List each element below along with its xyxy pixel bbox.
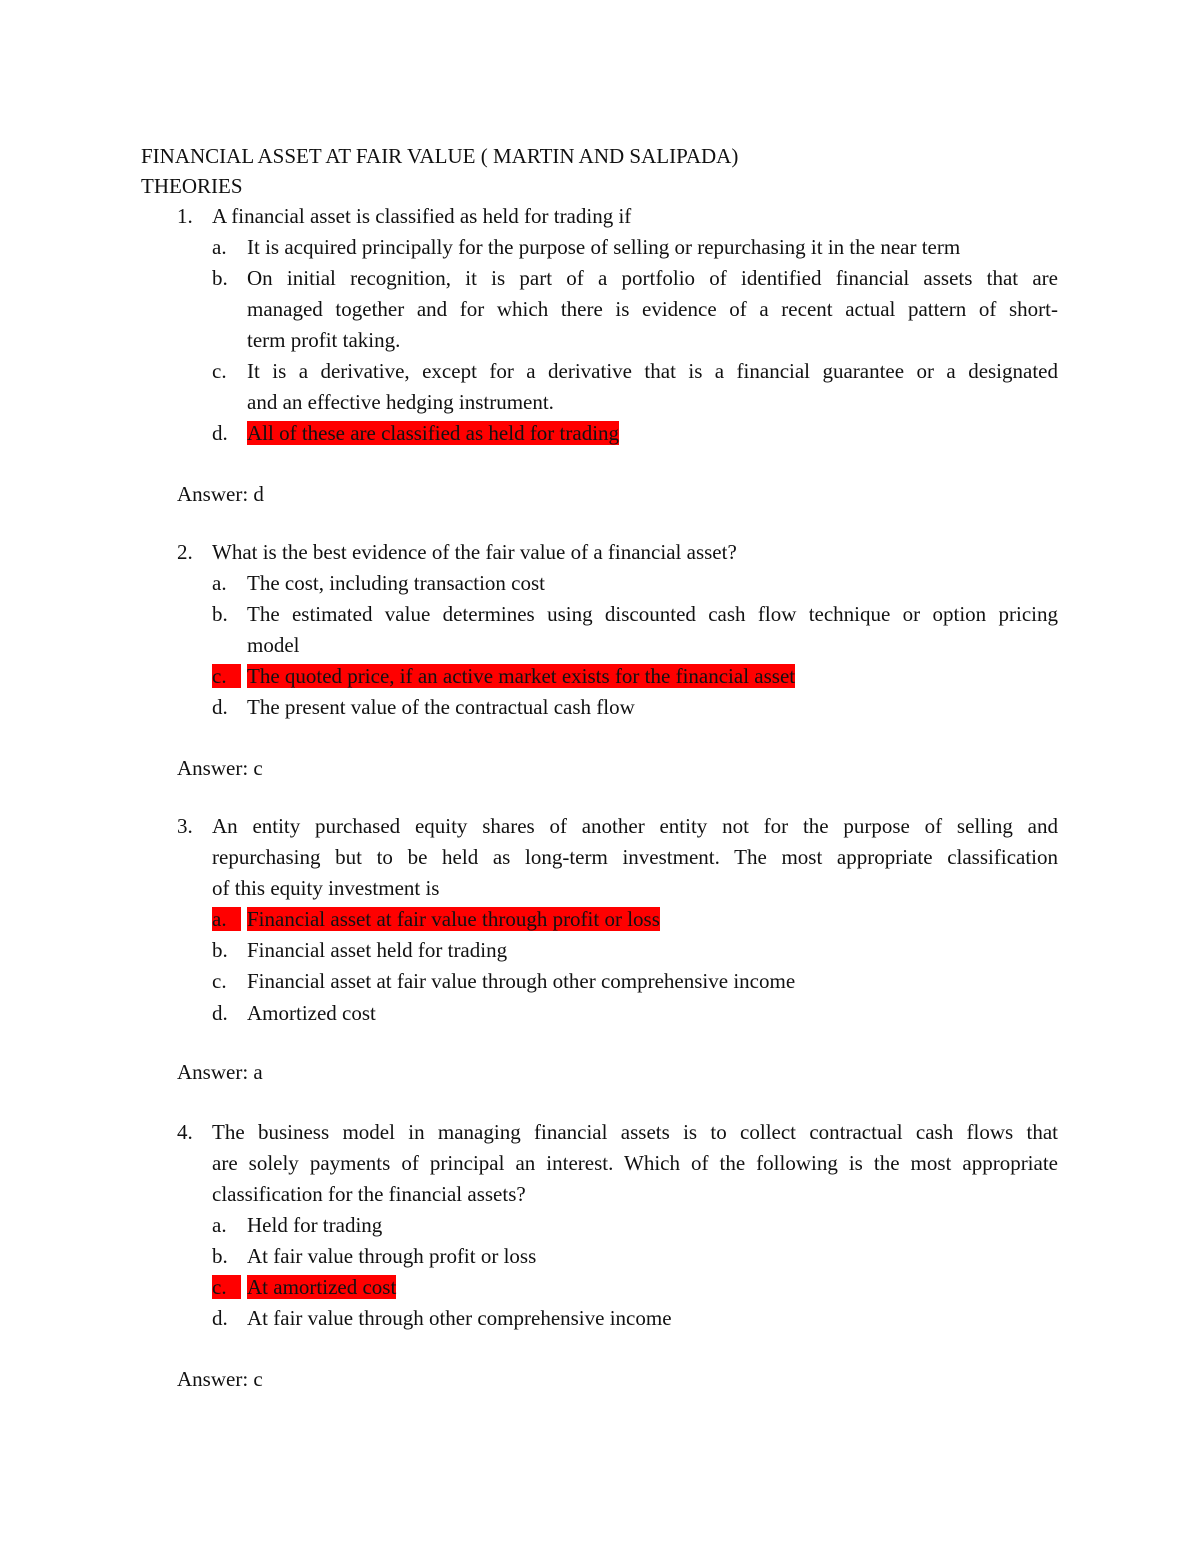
answer-highlight: Financial asset at fair value through profit or loss xyxy=(247,907,660,931)
option-letter: d. xyxy=(212,695,228,719)
option-letter: a. xyxy=(212,235,227,259)
correct-option-text xyxy=(247,420,619,446)
answer-highlight: At amortized cost xyxy=(247,1275,397,1299)
question-number: 4. xyxy=(177,1120,193,1144)
option-text: The estimated value determines using discounted cash flow technique or option pricing xyxy=(247,602,1058,626)
answer-highlight: c. xyxy=(212,1275,241,1299)
option-text: Held for trading xyxy=(247,1213,383,1237)
answer-highlight: c. xyxy=(212,664,241,688)
correct-option-text xyxy=(247,906,660,932)
option-text: and an effective hedging instrument. xyxy=(247,390,554,414)
answer-line: Answer: c xyxy=(177,1367,263,1391)
question-text: A financial asset is classified as held for trading if xyxy=(212,204,632,228)
option-letter: a. xyxy=(212,571,227,595)
option-letter: c. xyxy=(212,969,227,993)
option-text: On initial recognition, it is part of a portfolio of identified financial assets that are xyxy=(247,266,1058,290)
option-letter: a. xyxy=(212,1213,227,1237)
option-text: Financial asset at fair value through other comprehensive income xyxy=(247,969,796,993)
option-letter: b. xyxy=(212,938,228,962)
correct-option-text xyxy=(247,1274,396,1300)
answer-highlight: a. xyxy=(212,907,241,931)
question-text: classification for the financial assets? xyxy=(212,1182,526,1206)
option-text: At fair value through other comprehensive income xyxy=(247,1306,672,1330)
question-text: An entity purchased equity shares of another entity not for the purpose of selling and xyxy=(212,814,1058,838)
section-heading: THEORIES xyxy=(141,174,243,198)
question-text: The business model in managing financial assets is to collect contractual cash flows that xyxy=(212,1120,1058,1144)
answer-line: Answer: c xyxy=(177,756,263,780)
option-letter: d. xyxy=(212,1306,228,1330)
question-number: 2. xyxy=(177,540,193,564)
answer-line: Answer: a xyxy=(177,1060,263,1084)
question-text: of this equity investment is xyxy=(212,876,440,900)
option-text: At fair value through profit or loss xyxy=(247,1244,537,1268)
question-text: What is the best evidence of the fair value of a financial asset? xyxy=(212,540,737,564)
answer-highlight: The quoted price, if an active market exists for the financial asset xyxy=(247,664,796,688)
question-number: 1. xyxy=(177,204,193,228)
option-text: Amortized cost xyxy=(247,1001,376,1025)
option-text: It is a derivative, except for a derivative that is a financial guarantee or a designated xyxy=(247,359,1058,383)
document-title: FINANCIAL ASSET AT FAIR VALUE ( MARTIN AND SALIPADA) xyxy=(141,144,739,168)
correct-option-letter xyxy=(212,906,241,932)
option-text: term profit taking. xyxy=(247,328,401,352)
option-letter: b. xyxy=(212,1244,228,1268)
option-letter: c. xyxy=(212,359,227,383)
answer-highlight: All of these are classified as held for trading xyxy=(247,421,620,445)
question-text: are solely payments of principal an interest. Which of the following is the most appropriate xyxy=(212,1151,1058,1175)
answer-line: Answer: d xyxy=(177,482,264,506)
correct-option-letter xyxy=(212,1274,241,1300)
option-letter: d. xyxy=(212,1001,228,1025)
option-text: managed together and for which there is evidence of a recent actual pattern of short- xyxy=(247,297,1058,321)
question-number: 3. xyxy=(177,814,193,838)
option-letter: d. xyxy=(212,421,228,445)
correct-option-text xyxy=(247,663,795,689)
option-text: It is acquired principally for the purpose of selling or repurchasing it in the near term xyxy=(247,235,961,259)
correct-option-letter xyxy=(212,663,241,689)
option-text: model xyxy=(247,633,300,657)
option-text: Financial asset held for trading xyxy=(247,938,508,962)
option-text: The present value of the contractual cash flow xyxy=(247,695,635,719)
option-letter: b. xyxy=(212,602,228,626)
question-text: repurchasing but to be held as long-term investment. The most appropriate classification xyxy=(212,845,1058,869)
option-letter: b. xyxy=(212,266,228,290)
option-text: The cost, including transaction cost xyxy=(247,571,546,595)
